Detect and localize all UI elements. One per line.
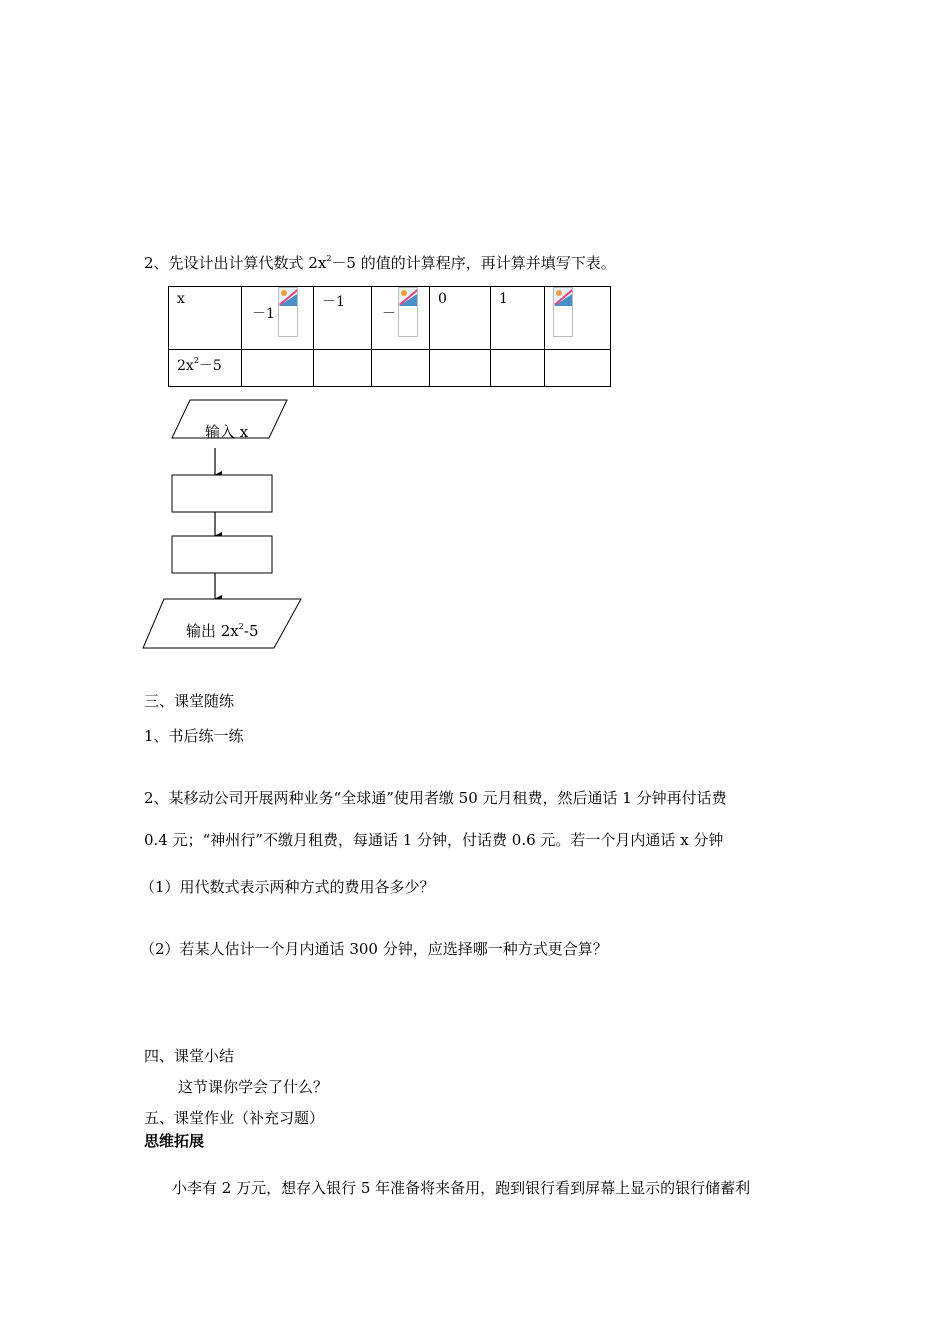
- table-cell-expr-3: [372, 350, 430, 387]
- table-cell-x-5: 1: [491, 287, 545, 350]
- table-cell-x-header: x: [169, 287, 242, 350]
- broken-image-icon: [553, 287, 573, 337]
- table-cell-expr-2: [314, 350, 372, 387]
- value-table: [168, 286, 611, 387]
- section-3-subquestion-2: （2）若某人估计一个月内通话 300 分钟，应选择哪一种方式更合算？: [140, 940, 608, 958]
- table-cell-x-6: [545, 287, 611, 350]
- table-cell-expr-5: [491, 350, 545, 387]
- table-cell-expr-1: [242, 350, 314, 387]
- table-cell-x-3: －: [372, 287, 430, 350]
- table-cell-x-4: 0: [430, 287, 491, 350]
- section-3-title: 三、课堂随练: [144, 692, 235, 710]
- table-cell-x-1: －1: [242, 287, 314, 350]
- table-cell-x-2: －1: [314, 287, 372, 350]
- flowchart-input-label: 输入 x: [205, 423, 249, 441]
- extension-title: 思维拓展: [144, 1132, 205, 1150]
- broken-image-icon: [278, 287, 298, 337]
- table-cell-expr-4: [430, 350, 491, 387]
- question-2-text: 2、先设计出计算代数式 $2x^2-5$ 的值的计算程序，再计算并填写下表。: [144, 254, 616, 272]
- flowchart-output-label: 输出 $2x^2-5$: [186, 622, 259, 640]
- section-3-subquestion-1: （1）用代数式表示两种方式的费用各多少？: [140, 878, 435, 896]
- broken-image-icon: [398, 287, 418, 337]
- section-4-text: 这节课你学会了什么？: [178, 1078, 329, 1096]
- section-5-title: 五、课堂作业（补充习题）: [144, 1109, 325, 1127]
- section-3-item-1: 1、书后练一练: [144, 727, 244, 745]
- flowchart-step-box: [172, 475, 272, 512]
- section-4-title: 四、课堂小结: [144, 1047, 235, 1065]
- flowchart-step-box: [172, 536, 272, 573]
- extension-text: 小李有 2 万元，想存入银行 5 年准备将来备用，跑到银行看到屏幕上显示的银行储蓄利: [172, 1179, 751, 1197]
- table-cell-expr-header: $2x^2-5$: [169, 350, 242, 387]
- section-3-item-2-line-2: 0.4 元；“神州行”不缴月租费，每通话 1 分钟，付话费 0.6 元。若一个月内通话 x 分钟: [144, 831, 724, 849]
- section-3-item-2-line-1: 2、某移动公司开展两种业务“全球通”使用者缴 50 元月租费，然后通话 1 分钟再付话费: [144, 789, 727, 807]
- table-cell-expr-6: [545, 350, 611, 387]
